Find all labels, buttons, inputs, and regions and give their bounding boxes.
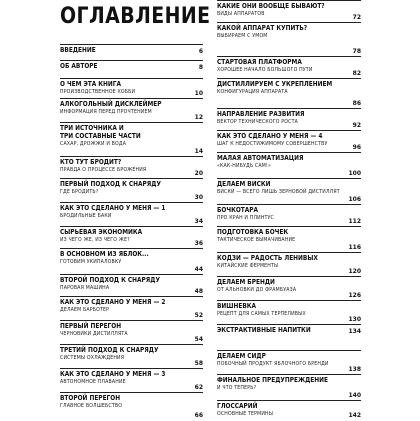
toc-entry-title: ПОДГОТОВКА БОЧЕК: [217, 227, 289, 236]
toc-entry-subtitle: ПАРОВАЯ МАШИНА: [60, 285, 110, 291]
toc-entry[interactable]: [217, 252, 361, 277]
toc-entry-title: КТО ТУТ БРОДИТ?: [60, 157, 122, 166]
toc-entry-title: КАКОЙ АППАРАТ КУПИТЬ?: [217, 23, 308, 32]
toc-entry-title: КАК ЭТО СДЕЛАНО У МЕНЯ — 4: [217, 131, 323, 140]
toc-entry[interactable]: [217, 178, 361, 205]
toc-entry[interactable]: [60, 320, 203, 345]
toc-entry-page-number: 44: [194, 266, 203, 273]
toc-entry-title: ВИШНЕВКА: [217, 301, 257, 310]
toc-entry[interactable]: [60, 44, 203, 61]
toc-entry-page-number: 86: [352, 100, 361, 107]
toc-entry[interactable]: [60, 344, 203, 369]
toc-entry-title: ДИСТИЛЛИРУЕМ С УКРЕПЛЕНИЕМ: [217, 79, 333, 88]
toc-entry-page-number: 6: [198, 48, 203, 55]
toc-entry[interactable]: [60, 60, 203, 79]
toc-entry-title: ДЕЛАЕМ БРЕНДИ: [217, 277, 275, 286]
toc-entry-subtitle: «КАК-НИБУДЬ САМ!»: [217, 163, 272, 169]
toc-entry-page-number: 30: [194, 194, 203, 201]
toc-entry-page-number: 54: [194, 336, 203, 343]
toc-entry[interactable]: [217, 22, 361, 57]
page-title: ОГЛАВЛЕНИЕ: [60, 4, 211, 29]
toc-entry-page-number: 14: [194, 148, 203, 155]
toc-entry-page-number: 126: [348, 292, 361, 299]
toc-entry-subtitle: ОСНОВНЫЕ ТЕРМИНЫ: [217, 411, 274, 417]
toc-entry-subtitle: ЧЕРНОВИКИ ДИСТИЛЛЯТА: [60, 331, 128, 337]
toc-entry[interactable]: [60, 156, 203, 179]
toc-entry[interactable]: [217, 350, 361, 375]
toc-entry-subtitle: ВЕКТОР ТЕХНИЧЕСКОГО РОСТА: [217, 119, 298, 125]
toc-entry-subtitle: САХАР, ДРОЖЖИ И ВОДА: [60, 141, 127, 147]
toc-entry-page-number: 140: [348, 392, 361, 399]
toc-entry-title: ПЕРВЫЙ ПЕРЕГОН: [60, 321, 122, 330]
toc-entry[interactable]: [60, 248, 203, 275]
toc-entry[interactable]: [60, 78, 203, 99]
toc-entry-title: ФИНАЛЬНОЕ ПРЕДУПРЕЖДЕНИЕ: [217, 375, 329, 384]
toc-entry[interactable]: [217, 130, 361, 153]
toc-entry-subtitle: ВЫБИРАЕМ С УМОМ: [217, 33, 268, 39]
toc-entry-page-number: 92: [352, 122, 361, 129]
toc-entry-page-number: 48: [194, 288, 203, 295]
toc-entry[interactable]: [60, 122, 203, 157]
toc-entry-subtitle: ШАГ К НЕДОСТИЖИМОМУ СОВЕРШЕНСТВУ: [217, 141, 328, 147]
toc-entry[interactable]: [217, 324, 361, 351]
toc-entry[interactable]: [217, 374, 361, 401]
toc-entry-subtitle: АВТОНОМНОЕ ПЛАВАНИЕ: [60, 379, 126, 385]
toc-entry-title: СТАРТОВАЯ ПЛАТФОРМА: [217, 57, 302, 66]
toc-entry-page-number: 36: [194, 240, 203, 247]
toc-entry-title: О ЧЕМ ЭТА КНИГА: [60, 79, 121, 88]
toc-entry-page-number: 10: [194, 90, 203, 97]
toc-entry-page-number: 20: [194, 170, 203, 177]
toc-entry-page-number: 82: [352, 70, 361, 77]
toc-entry-title: КАК ЭТО СДЕЛАНО У МЕНЯ — 2: [60, 297, 166, 306]
toc-entry-title: ВВЕДЕНИЕ: [60, 45, 96, 54]
toc-entry-page-number: 138: [348, 366, 361, 373]
toc-entry-title: КАК ЭТО СДЕЛАНО У МЕНЯ — 1: [60, 203, 166, 212]
toc-entry-title: ВТОРОЙ ПОДХОД К СНАРЯДУ: [60, 275, 160, 284]
toc-entry-subtitle: ПРОИЗВОДСТВЕННОЕ ХОББИ: [60, 89, 136, 95]
toc-entry-page-number: 52: [194, 312, 203, 319]
toc-entry-page-number: 58: [194, 360, 203, 367]
toc-entry[interactable]: [217, 204, 361, 227]
toc-entry-subtitle: ХОРОШЕЕ НАЧАЛО БОЛЬШОГО ПУТИ: [217, 67, 313, 73]
toc-entry-page-number: 62: [194, 384, 203, 391]
toc-entry-page-number: 120: [348, 268, 361, 275]
toc-entry-subtitle: ДЕЛАЕМ БАРБОТЕР: [60, 307, 110, 313]
toc-entry[interactable]: [60, 274, 203, 297]
toc-entry-page-number: 112: [348, 218, 361, 225]
toc-entry-subtitle: ОТ АЛЬНОВКИ ДО ФРАМБУАЗА: [217, 287, 297, 293]
toc-entry-subtitle: ИЗ ЧЕГО ЖЕ, ИЗ ЧЕГО ЖЕ?: [60, 237, 130, 243]
toc-entry-title: ТРЕТИЙ ПОДХОД К СНАРЯДУ: [60, 345, 159, 354]
toc-entry[interactable]: [217, 78, 361, 109]
toc-entry[interactable]: [60, 178, 203, 203]
toc-entry-page-number: 106: [348, 196, 361, 203]
toc-entry-title: БОЧКОТАРА: [217, 205, 259, 214]
toc-entry-page-number: 78: [352, 48, 361, 55]
toc-entry[interactable]: [217, 300, 361, 325]
toc-entry-title: ДЕЛАЕМ СИДР: [217, 351, 266, 360]
toc-entry-subtitle: КОНФИГУРАЦИЯ АППАРАТА: [217, 89, 288, 95]
toc-entry[interactable]: [60, 202, 203, 227]
toc-entry-page-number: 72: [352, 14, 361, 21]
toc-entry-title: КАК ЭТО СДЕЛАНО У МЕНЯ — 3: [60, 369, 166, 378]
toc-entry-title: ДЕЛАЕМ ВИСКИ: [217, 179, 271, 188]
toc-entry-subtitle: ПРАВДА О ПРОЦЕССЕ БРОЖЕНИЯ: [60, 167, 147, 173]
toc-entry[interactable]: [217, 56, 361, 79]
toc-entry-subtitle: ГДЕ БРОДИТЬ?: [60, 189, 99, 195]
toc-entry[interactable]: [217, 108, 361, 131]
toc-entry[interactable]: [217, 276, 361, 301]
toc-entry-title: АЛКОГОЛЬНЫЙ ДИСКЛЕЙМЕР: [60, 99, 162, 108]
toc-entry-page-number: 66: [194, 412, 203, 419]
toc-entry-subtitle: ВИСКИ — ВСЕГО ЛИШЬ ЗЕРНОВОЙ ДИСТИЛЛЯТ: [217, 189, 340, 195]
toc-entry-page-number: 12: [194, 114, 203, 121]
toc-entry-title: НАПРАВЛЕНИЕ РАЗВИТИЯ: [217, 109, 305, 118]
toc-entry-page-number: 8: [198, 64, 203, 71]
toc-entry-title: ВТОРОЙ ПЕРЕГОН: [60, 393, 121, 402]
toc-entry-title: СЫРЬЕВАЯ ЭКОНОМИКА: [60, 227, 143, 236]
toc-entry-page-number: 34: [194, 218, 203, 225]
toc-entry-page-number: 100: [348, 170, 361, 177]
toc-entry-title: КОДЗИ — РАДОСТЬ ЛЕНИВЫХ: [217, 253, 318, 262]
toc-entry-page-number: 134: [348, 328, 361, 335]
toc-entry-subtitle: ГЛАВНОЕ ВОЛШЕБСТВО: [60, 403, 123, 409]
toc-entry-subtitle: БРОДИЛЬНЫЕ БАКИ: [60, 213, 112, 219]
toc-entry[interactable]: [217, 152, 361, 179]
toc-entry-title: ПЕРВЫЙ ПОДХОД К СНАРЯДУ: [60, 179, 161, 188]
toc-entry-subtitle: И ЧТО ТЕПЕРЬ?: [217, 385, 257, 391]
toc-entry-subtitle: ИНФОРМАЦИЯ ПЕРЕД ПРОЧТЕНИЕМ: [60, 109, 152, 115]
toc-entry-subtitle: РЕЦЕПТ ДЛЯ САМЫХ ТЕРПЕЛИВЫХ: [217, 311, 306, 317]
toc-entry[interactable]: [60, 392, 203, 421]
toc-entry-subtitle: ГОТОВИМ УКИПАЛОВКУ: [60, 259, 122, 265]
toc-entry-title: ТРИ ИСТОЧНИКА И: [60, 123, 124, 132]
toc-entry[interactable]: [217, 0, 361, 23]
toc-entry-title: ЭКСТРАКТИВНЫЕ НАПИТКИ: [217, 325, 311, 334]
toc-entry-subtitle: ВИДЫ АППАРАТОВ: [217, 11, 265, 17]
toc-entry[interactable]: [60, 226, 203, 249]
toc-entry-title: ОБ АВТОРЕ: [60, 61, 98, 70]
toc-entry-subtitle: ТАКТИЧЕСКОЕ ВЫМАЧИВАНИЕ: [217, 237, 296, 243]
toc-entry-title: МАЛАЯ АВТОМАТИЗАЦИЯ: [217, 153, 304, 162]
toc-entry-title-continued: ТРИ СОСТАВНЫЕ ЧАСТИ: [60, 130, 141, 140]
toc-entry-title: ГЛОССАРИЙ: [217, 401, 258, 410]
toc-entry-page-number: 96: [352, 144, 361, 151]
toc-entry-subtitle: СИСТЕМЫ ОХЛАЖДЕНИЯ: [60, 355, 125, 361]
toc-entry-page-number: 142: [348, 412, 361, 419]
toc-entry[interactable]: [217, 400, 361, 421]
toc-entry-subtitle: КИТАЙСКИЕ ФЕРМЕНТЫ: [217, 263, 279, 269]
toc-entry[interactable]: [60, 368, 203, 393]
toc-entry[interactable]: [217, 226, 361, 253]
toc-entry-title: В ОСНОВНОМ ИЗ ЯБЛОК...: [60, 249, 149, 258]
toc-entry-subtitle: ПРО КРАН И ПЛИНТУС: [217, 215, 275, 221]
toc-entry-page-number: 116: [348, 244, 361, 251]
toc-entry-title: КАКИЕ ОНИ ВООБЩЕ БЫВАЮТ?: [217, 1, 325, 10]
toc-entry-page-number: 130: [348, 316, 361, 323]
toc-entry[interactable]: [60, 296, 203, 321]
toc-entry-subtitle: ПОБОЧНЫЙ ПРОДУКТ ЯБЛОЧНОГО БРЕНДИ: [217, 361, 329, 367]
toc-entry[interactable]: [60, 98, 203, 123]
